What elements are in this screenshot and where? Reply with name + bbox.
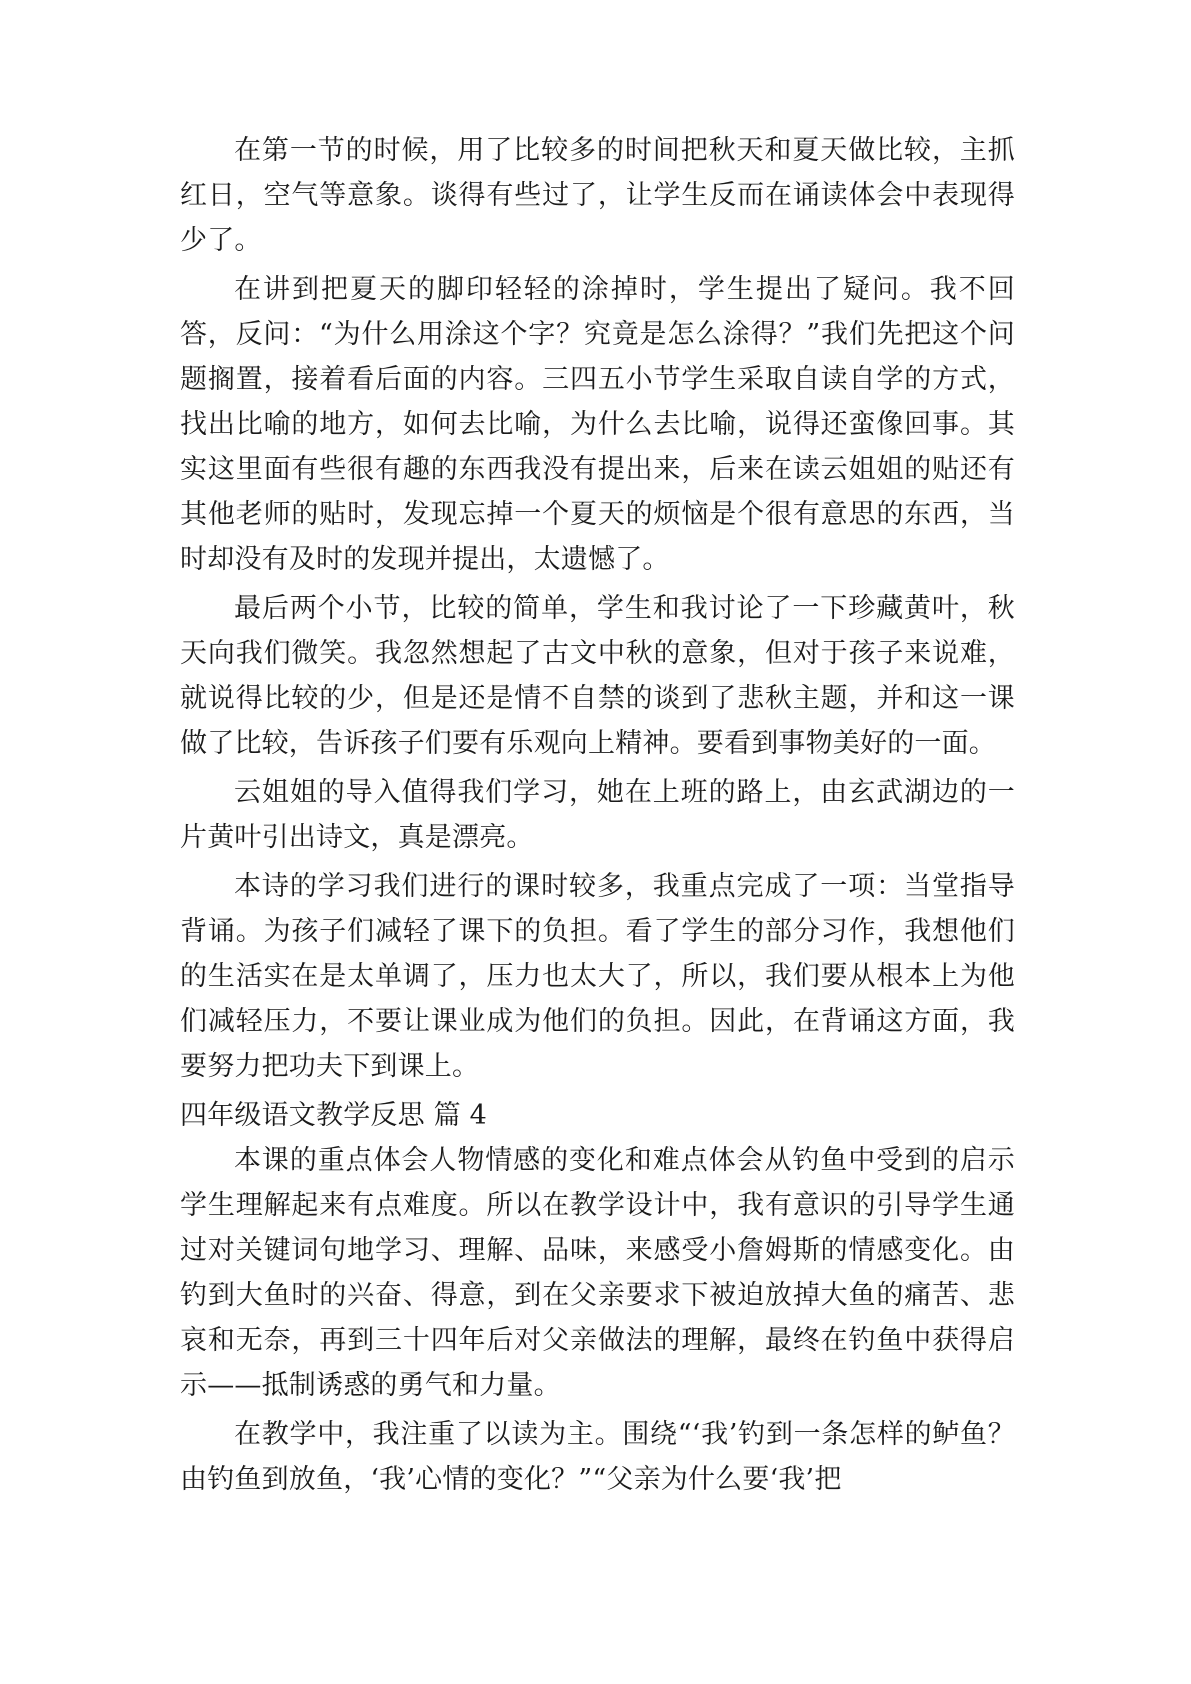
paragraph: 最后两个小节，比较的简单，学生和我讨论了一下珍藏黄叶，秋天向我们微笑。我忽然想起了古文中秋的意象，但对于孩子来说难，就说得比较的少，但是还是情不自禁的谈到了悲秋主题，并和这一课做了比较，告诉孩子们要有乐观向上精神。要看到事物美好的一面。 [180,593,1015,759]
paragraph: 云姐姐的导入值得我们学习，她在上班的路上，由玄武湖边的一片黄叶引出诗文，真是漂亮。 [180,777,1015,853]
paragraph: 在第一节的时候，用了比较多的时间把秋天和夏天做比较，主抓红日，空气等意象。谈得有些过了，让学生反而在诵读体会中表现得少了。 [180,135,1015,256]
paragraph: 本课的重点体会人物情感的变化和难点体会从钓鱼中受到的启示学生理解起来有点难度。所以在教学设计中，我有意识的引导学生通过对关键词句地学习、理解、品味，来感受小詹姆斯的情感变化。由钓到大鱼时的兴奋、得意，到在父亲要求下被迫放掉大鱼的痛苦、悲哀和无奈，再到三十四年后对父亲做法的理解，最终在钓鱼中获得启示——抵制诱惑的勇气和力量。 [180,1145,1015,1401]
paragraph: 在讲到把夏天的脚印轻轻的涂掉时，学生提出了疑问。我不回答，反问：“为什么用涂这个字？究竟是怎么涂得？”我们先把这个问题搁置，接着看后面的内容。三四五小节学生采取自读自学的方式，找出比喻的地方，如何去比喻，为什么去比喻，说得还蛮像回事。其实这里面有些很有趣的东西我没有提出来，后来在读云姐姐的贴还有其他老师的贴时，发现忘掉一个夏天的烦恼是个很有意思的东西，当时却没有及时的发现并提出，太遗憾了。 [180,274,1015,575]
document-body [180,128,1015,1502]
paragraph: 在教学中，我注重了以读为主。围绕“‘我’钓到一条怎样的鲈鱼？由钓鱼到放鱼，‘我’心情的变化？”“父亲为什么要‘我’把 [180,1419,1015,1495]
section-heading: 四年级语文教学反思 篇 4 [180,1100,487,1131]
paragraph: 本诗的学习我们进行的课时较多，我重点完成了一项：当堂指导背诵。为孩子们减轻了课下的负担。看了学生的部分习作，我想他们的生活实在是太单调了，压力也太大了，所以，我们要从根本上为他们减轻压力，不要让课业成为他们的负担。因此，在背诵这方面，我要努力把功夫下到课上。 [180,871,1015,1082]
